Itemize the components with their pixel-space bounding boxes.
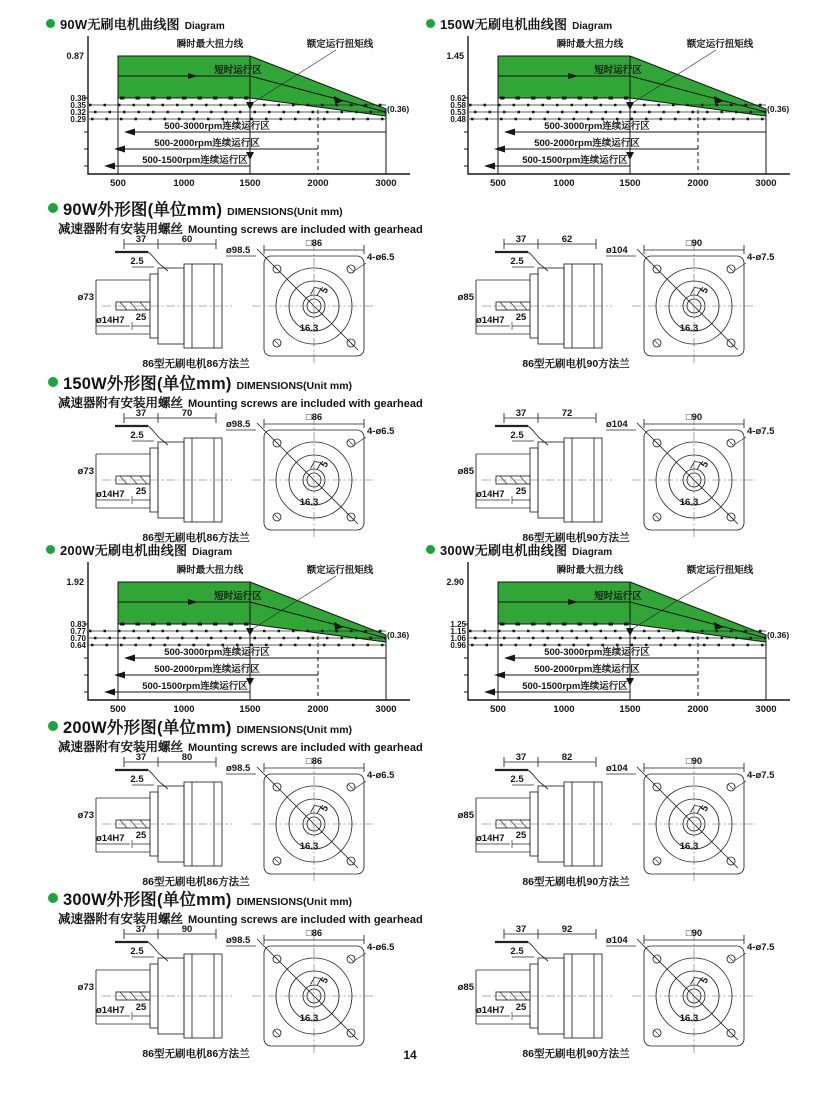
dim-body-diameter: ø85: [457, 292, 474, 303]
dim-bolt-circle: ø98.5: [226, 935, 251, 946]
dim-body-diameter: ø73: [77, 466, 94, 477]
dim-plate: 2.5: [510, 256, 524, 267]
drawing-caption: 86型无刷电机90方法兰: [522, 532, 630, 544]
dim-body-diameter: ø73: [77, 292, 94, 303]
side-view: [96, 757, 232, 866]
dim-shaft-diameter: ø14H7: [96, 833, 125, 844]
dim-holes: 4-ø7.5: [747, 252, 775, 263]
dim-holes: 4-ø7.5: [747, 942, 775, 953]
dim-center: 16.3: [299, 497, 319, 508]
dim-bolt-circle: ø104: [606, 763, 628, 774]
drawing-caption: 86型无刷电机86方法兰: [142, 358, 250, 370]
dim-center: 16.3: [299, 1013, 319, 1024]
dim-shaft-diameter: ø14H7: [476, 1005, 505, 1016]
section-title: 150W外形图(单位mm): [63, 375, 232, 393]
dim-motor-length: 92: [561, 924, 573, 935]
green-bullet-icon: [48, 377, 58, 387]
y-label-2: 0.35: [70, 101, 86, 110]
section-header-300w-dims: [48, 886, 352, 910]
x-tick-500: 500: [110, 704, 126, 715]
dim-gearhead-length: 37: [515, 234, 527, 245]
dim-body-diameter: ø85: [457, 466, 474, 477]
zone2-label: 500-2000rpm连续运行区: [534, 664, 640, 675]
max-torque-line-label: 瞬时最大扭力线: [176, 565, 244, 576]
x-tick-2000: 2000: [687, 178, 709, 189]
front-flange-view: [606, 932, 756, 1054]
dim-keyway: 5: [698, 803, 712, 814]
section-title: 150W无刷电机曲线图: [440, 17, 568, 32]
torque-curve-chart-300w: [422, 558, 794, 716]
x-tick-1500: 1500: [619, 178, 641, 189]
dim-plate: 2.5: [510, 946, 524, 957]
dim-gearhead-length: 37: [135, 752, 147, 763]
dim-gearhead-length: 37: [135, 234, 147, 245]
rated-torque-line-label: 额定运行扭矩线: [686, 565, 754, 576]
y-peak-label: 0.87: [66, 51, 84, 61]
dim-center: 16.3: [679, 841, 699, 852]
dim-flange-square: □86: [305, 412, 323, 423]
max-torque-line-label: 瞬时最大扭力线: [556, 565, 624, 576]
dimension-drawing-300w-90flange: [438, 924, 794, 1060]
dim-shaft-diameter: ø14H7: [476, 489, 505, 500]
dim-bolt-circle: ø104: [606, 935, 628, 946]
y-label-2: 0.77: [70, 627, 86, 636]
y-label-3: 0.70: [70, 634, 86, 643]
x-tick-500: 500: [490, 704, 506, 715]
dim-holes: 4-ø6.5: [367, 942, 395, 953]
green-bullet-icon: [46, 545, 55, 554]
subtitle-zh: 减速器附有安装用螺丝: [58, 740, 184, 754]
dim-center: 16.3: [679, 323, 699, 334]
dim-bolt-circle: ø98.5: [226, 763, 251, 774]
section-header-150w-dims: [48, 370, 352, 394]
dim-shaft-length: 25: [515, 830, 527, 841]
dim-motor-length: 62: [561, 234, 573, 245]
section-header-90w-curve: [46, 14, 225, 33]
x-tick-2000: 2000: [687, 704, 709, 715]
x-tick-2000: 2000: [307, 178, 329, 189]
subtitle-zh: 减速器附有安装用螺丝: [58, 396, 184, 410]
short-time-zone-label: 短时运行区: [594, 591, 642, 602]
x-tick-2000: 2000: [307, 704, 329, 715]
short-time-zone-label: 短时运行区: [214, 65, 262, 76]
x-tick-3000: 3000: [755, 704, 777, 715]
page-number: 14: [403, 1048, 417, 1062]
dim-plate: 2.5: [130, 774, 144, 785]
subtitle-en: Mounting screws are included with gearhead: [188, 398, 423, 410]
green-bullet-icon: [426, 545, 435, 554]
zone3-label: 500-1500rpm连续运行区: [522, 681, 628, 692]
dim-motor-length: 72: [561, 408, 573, 419]
front-flange-view: [226, 416, 376, 538]
drawing-caption: 86型无刷电机90方法兰: [522, 1048, 630, 1060]
dim-shaft-length: 25: [135, 486, 147, 497]
dim-plate: 2.5: [510, 430, 524, 441]
y-label-4: 0.96: [450, 641, 466, 650]
dim-flange-square: □86: [305, 238, 323, 249]
zone1-label: 500-3000rpm连续运行区: [544, 647, 650, 658]
dimension-drawing-150w-86flange: [58, 408, 414, 544]
dim-motor-length: 60: [181, 234, 193, 245]
y-label-4: 0.48: [450, 115, 466, 124]
torque-curve-chart-150w: [422, 32, 794, 190]
section-title-en: Diagram: [192, 547, 233, 558]
torque-curve-chart-90w: [42, 32, 414, 190]
dimension-drawing-200w-86flange: [58, 752, 414, 888]
torque-curve-chart-200w: [42, 558, 414, 716]
dim-gearhead-length: 37: [135, 408, 147, 419]
dim-bolt-circle: ø98.5: [226, 419, 251, 430]
section-title-en: DIMENSIONS(Unit mm): [236, 724, 353, 736]
section-title: 200W外形图(单位mm): [63, 719, 232, 737]
rated-torque-line-label: 额定运行扭矩线: [686, 39, 754, 50]
section-header-200w-curve: [46, 540, 232, 559]
front-flange-view: [226, 242, 376, 364]
x-tick-3000: 3000: [755, 178, 777, 189]
x-tick-1000: 1000: [553, 704, 575, 715]
dim-plate: 2.5: [130, 946, 144, 957]
x-tick-1500: 1500: [619, 704, 641, 715]
x-tick-3000: 3000: [375, 704, 397, 715]
zone1-label: 500-3000rpm连续运行区: [164, 647, 270, 658]
zone2-label: 500-2000rpm连续运行区: [534, 138, 640, 149]
dim-shaft-diameter: ø14H7: [96, 315, 125, 326]
dim-keyway: 5: [698, 975, 712, 986]
x-tick-1500: 1500: [239, 704, 261, 715]
subtitle-en: Mounting screws are included with gearhead: [188, 914, 423, 926]
y-label-1: 1.25: [450, 620, 466, 629]
y-label-1: 0.83: [70, 620, 86, 629]
drawing-caption: 86型无刷电机90方法兰: [522, 358, 630, 370]
y-label-2: 1.15: [450, 627, 466, 636]
dim-flange-square: □90: [685, 756, 703, 767]
section-title-en: DIMENSIONS(Unit mm): [227, 206, 343, 218]
dim-shaft-length: 25: [515, 1002, 527, 1013]
dim-flange-square: □90: [685, 412, 703, 423]
dim-keyway: 5: [698, 285, 712, 296]
dim-gearhead-length: 37: [135, 924, 147, 935]
dim-shaft-length: 25: [135, 312, 147, 323]
zone2-label: 500-2000rpm连续运行区: [154, 138, 260, 149]
dim-shaft-diameter: ø14H7: [476, 833, 505, 844]
y-label-4: 0.29: [70, 115, 86, 124]
y-peak-label: 1.45: [446, 51, 464, 61]
dim-center: 16.3: [299, 841, 319, 852]
green-bullet-icon: [46, 19, 55, 28]
short-time-zone-label: 短时运行区: [214, 591, 262, 602]
right-value-label: (0.36): [387, 104, 410, 114]
dim-shaft-diameter: ø14H7: [476, 315, 505, 326]
dimension-drawing-150w-90flange: [438, 408, 794, 544]
dim-keyway: 5: [318, 285, 332, 296]
dim-keyway: 5: [318, 975, 332, 986]
front-flange-view: [606, 760, 756, 882]
dim-keyway: 5: [318, 803, 332, 814]
green-bullet-icon: [48, 893, 58, 903]
zone2-label: 500-2000rpm连续运行区: [154, 664, 260, 675]
dim-motor-length: 70: [181, 408, 193, 419]
dimension-drawing-300w-86flange: [58, 924, 414, 1060]
x-tick-1000: 1000: [173, 704, 195, 715]
front-flange-view: [226, 932, 376, 1054]
section-title: 90W无刷电机曲线图: [60, 17, 180, 32]
dim-body-diameter: ø85: [457, 982, 474, 993]
x-tick-1000: 1000: [173, 178, 195, 189]
drawing-caption: 86型无刷电机90方法兰: [522, 876, 630, 888]
x-tick-1000: 1000: [553, 178, 575, 189]
y-peak-label: 2.90: [446, 577, 464, 587]
dim-center: 16.3: [679, 497, 699, 508]
section-title-en: Diagram: [572, 547, 613, 558]
dimension-drawing-200w-90flange: [438, 752, 794, 888]
y-label-4: 0.64: [70, 641, 86, 650]
section-title: 300W外形图(单位mm): [63, 891, 232, 909]
y-label-3: 1.06: [450, 634, 466, 643]
dim-shaft-length: 25: [135, 830, 147, 841]
subtitle-zh: 减速器附有安装用螺丝: [58, 222, 184, 236]
y-peak-label: 1.92: [66, 577, 84, 587]
section-title: 200W无刷电机曲线图: [60, 543, 188, 558]
max-torque-line-label: 瞬时最大扭力线: [556, 39, 624, 50]
short-time-zone-label: 短时运行区: [594, 65, 642, 76]
rated-torque-line-label: 额定运行扭矩线: [306, 565, 374, 576]
dim-center: 16.3: [679, 1013, 699, 1024]
x-tick-1500: 1500: [239, 178, 261, 189]
dim-shaft-length: 25: [515, 486, 527, 497]
side-view: [476, 413, 612, 522]
subtitle-en: Mounting screws are included with gearhead: [188, 224, 423, 236]
x-tick-500: 500: [490, 178, 506, 189]
dim-shaft-length: 25: [515, 312, 527, 323]
dimension-drawing-90w-86flange: [58, 234, 414, 370]
dim-plate: 2.5: [130, 430, 144, 441]
zone3-label: 500-1500rpm连续运行区: [522, 155, 628, 166]
dim-shaft-length: 25: [135, 1002, 147, 1013]
right-value-label: (0.36): [387, 630, 410, 640]
dim-flange-square: □86: [305, 756, 323, 767]
y-label-3: 0.53: [450, 108, 466, 117]
dim-body-diameter: ø73: [77, 810, 94, 821]
dim-flange-square: □90: [685, 238, 703, 249]
drawing-caption: 86型无刷电机86方法兰: [142, 532, 250, 544]
green-bullet-icon: [48, 721, 58, 731]
x-tick-3000: 3000: [375, 178, 397, 189]
y-label-3: 0.32: [70, 108, 86, 117]
max-torque-line-label: 瞬时最大扭力线: [176, 39, 244, 50]
subtitle-zh: 减速器附有安装用螺丝: [58, 912, 184, 926]
y-label-2: 0.58: [450, 101, 466, 110]
section-title-en: DIMENSIONS(Unit mm): [236, 380, 353, 392]
side-view: [476, 239, 612, 348]
green-bullet-icon: [48, 203, 58, 213]
dim-shaft-diameter: ø14H7: [96, 1005, 125, 1016]
dim-plate: 2.5: [130, 256, 144, 267]
dimension-drawing-90w-90flange: [438, 234, 794, 370]
dim-holes: 4-ø7.5: [747, 426, 775, 437]
section-title-en: Diagram: [184, 21, 225, 32]
section-title-en: Diagram: [572, 21, 613, 32]
right-value-label: (0.36): [767, 630, 790, 640]
front-flange-view: [606, 242, 756, 364]
dim-flange-square: □90: [685, 928, 703, 939]
section-header-150w-curve: [426, 14, 612, 33]
zone3-label: 500-1500rpm连续运行区: [142, 681, 248, 692]
section-title: 300W无刷电机曲线图: [440, 543, 568, 558]
dim-gearhead-length: 37: [515, 408, 527, 419]
section-title-en: DIMENSIONS(Unit mm): [236, 896, 353, 908]
dim-gearhead-length: 37: [515, 924, 527, 935]
right-value-label: (0.36): [767, 104, 790, 114]
dim-bolt-circle: ø104: [606, 419, 628, 430]
y-label-1: 0.62: [450, 94, 466, 103]
subtitle-en: Mounting screws are included with gearhead: [188, 742, 423, 754]
side-view: [96, 239, 232, 348]
side-view: [476, 757, 612, 866]
dim-holes: 4-ø6.5: [367, 252, 395, 263]
x-tick-500: 500: [110, 178, 126, 189]
front-flange-view: [606, 416, 756, 538]
green-bullet-icon: [426, 19, 435, 28]
rated-torque-line-label: 额定运行扭矩线: [306, 39, 374, 50]
section-header-300w-curve: [426, 540, 612, 559]
dim-flange-square: □86: [305, 928, 323, 939]
zone3-label: 500-1500rpm连续运行区: [142, 155, 248, 166]
dim-gearhead-length: 37: [515, 752, 527, 763]
drawing-caption: 86型无刷电机86方法兰: [142, 1048, 250, 1060]
y-label-1: 0.38: [70, 94, 86, 103]
dim-body-diameter: ø73: [77, 982, 94, 993]
section-header-90w-dims: [48, 196, 343, 220]
front-flange-view: [226, 760, 376, 882]
section-title: 90W外形图(单位mm): [63, 201, 223, 219]
dim-bolt-circle: ø98.5: [226, 245, 251, 256]
zone1-label: 500-3000rpm连续运行区: [544, 121, 650, 132]
dim-holes: 4-ø7.5: [747, 770, 775, 781]
dim-motor-length: 90: [181, 924, 193, 935]
side-view: [476, 929, 612, 1038]
dim-center: 16.3: [299, 323, 319, 334]
dim-keyway: 5: [698, 459, 712, 470]
dim-holes: 4-ø6.5: [367, 426, 395, 437]
section-header-200w-dims: [48, 714, 352, 738]
dim-bolt-circle: ø104: [606, 245, 628, 256]
dim-motor-length: 80: [181, 752, 193, 763]
dim-motor-length: 82: [561, 752, 573, 763]
dim-plate: 2.5: [510, 774, 524, 785]
side-view: [96, 929, 232, 1038]
dim-body-diameter: ø85: [457, 810, 474, 821]
dim-shaft-diameter: ø14H7: [96, 489, 125, 500]
drawing-caption: 86型无刷电机86方法兰: [142, 876, 250, 888]
dim-keyway: 5: [318, 459, 332, 470]
zone1-label: 500-3000rpm连续运行区: [164, 121, 270, 132]
side-view: [96, 413, 232, 522]
dim-holes: 4-ø6.5: [367, 770, 395, 781]
